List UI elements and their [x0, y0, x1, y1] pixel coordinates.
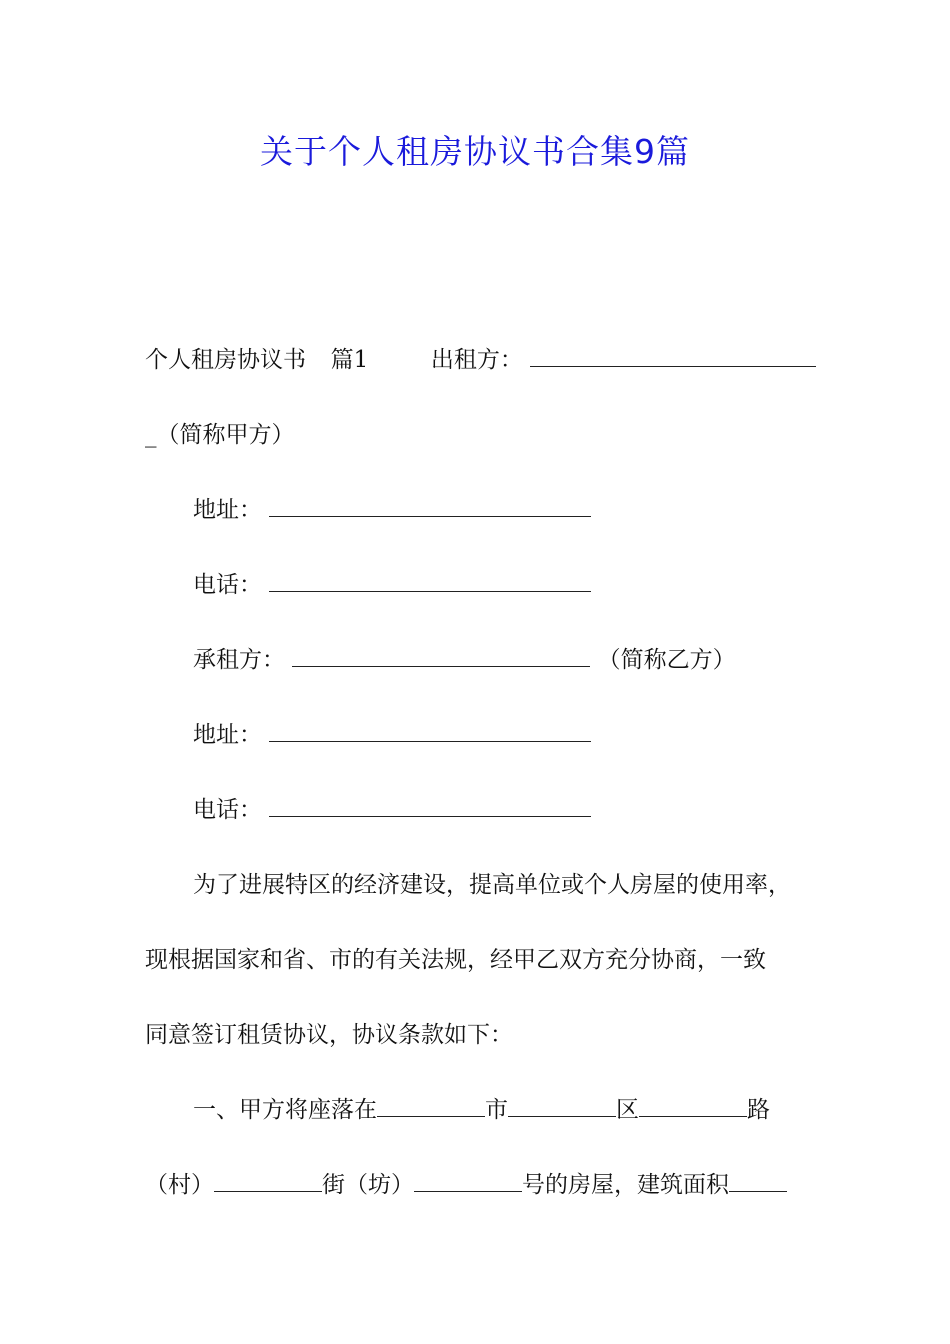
address1-label: 地址：	[193, 497, 262, 523]
lessor-suffix-blank: _	[145, 422, 157, 448]
intro-line-1: 为了进展特区的经济建设，提高单位或个人房屋的使用率，	[193, 872, 791, 898]
lessee-blank	[292, 642, 590, 667]
clause1-district: 区	[616, 1097, 639, 1123]
lessee-suffix: （简称乙方）	[597, 647, 736, 673]
clause1-prefix: 一、甲方将座落在	[193, 1097, 377, 1123]
lessor-blank	[530, 342, 816, 367]
intro-line-2: 现根据国家和省、市的有关法规，经甲乙双方充分协商，一致	[145, 947, 766, 973]
clause1-line-2	[145, 1165, 825, 1205]
clause1-village: （村）	[145, 1172, 214, 1198]
clause1-line-1	[193, 1090, 873, 1130]
village-blank	[214, 1167, 322, 1192]
phone1-blank	[269, 567, 591, 592]
address2-label: 地址：	[193, 722, 262, 748]
lessee-line	[193, 640, 873, 680]
phone2-blank	[269, 792, 591, 817]
phone1-line	[193, 565, 873, 605]
clause1-city: 市	[485, 1097, 508, 1123]
city-blank	[377, 1092, 485, 1117]
phone1-label: 电话：	[193, 572, 262, 598]
heading-line	[145, 340, 825, 380]
lessor-suffix-line	[145, 415, 825, 455]
section-label: 个人租房协议书	[145, 347, 306, 373]
area-blank	[729, 1167, 787, 1192]
address2-blank	[269, 717, 591, 742]
address1-blank	[269, 492, 591, 517]
lessee-label: 承租方：	[193, 647, 285, 673]
street-blank	[414, 1167, 522, 1192]
clause1-road: 路	[747, 1097, 770, 1123]
intro-line-3: 同意签订租赁协议，协议条款如下：	[145, 1022, 513, 1048]
lessor-suffix: （简称甲方）	[156, 422, 295, 448]
district-blank	[508, 1092, 616, 1117]
phone2-label: 电话：	[193, 797, 262, 823]
address1-line	[193, 490, 873, 530]
document-title: 关于个人租房协议书合集9篇	[260, 132, 690, 171]
phone2-line	[193, 790, 873, 830]
clause1-street: 街（坊）	[322, 1172, 414, 1198]
clause1-house: 号的房屋，建筑面积	[522, 1172, 729, 1198]
address2-line	[193, 715, 873, 755]
part-label: 篇1	[330, 347, 369, 373]
road-blank	[639, 1092, 747, 1117]
lessor-label: 出租方：	[430, 347, 523, 373]
